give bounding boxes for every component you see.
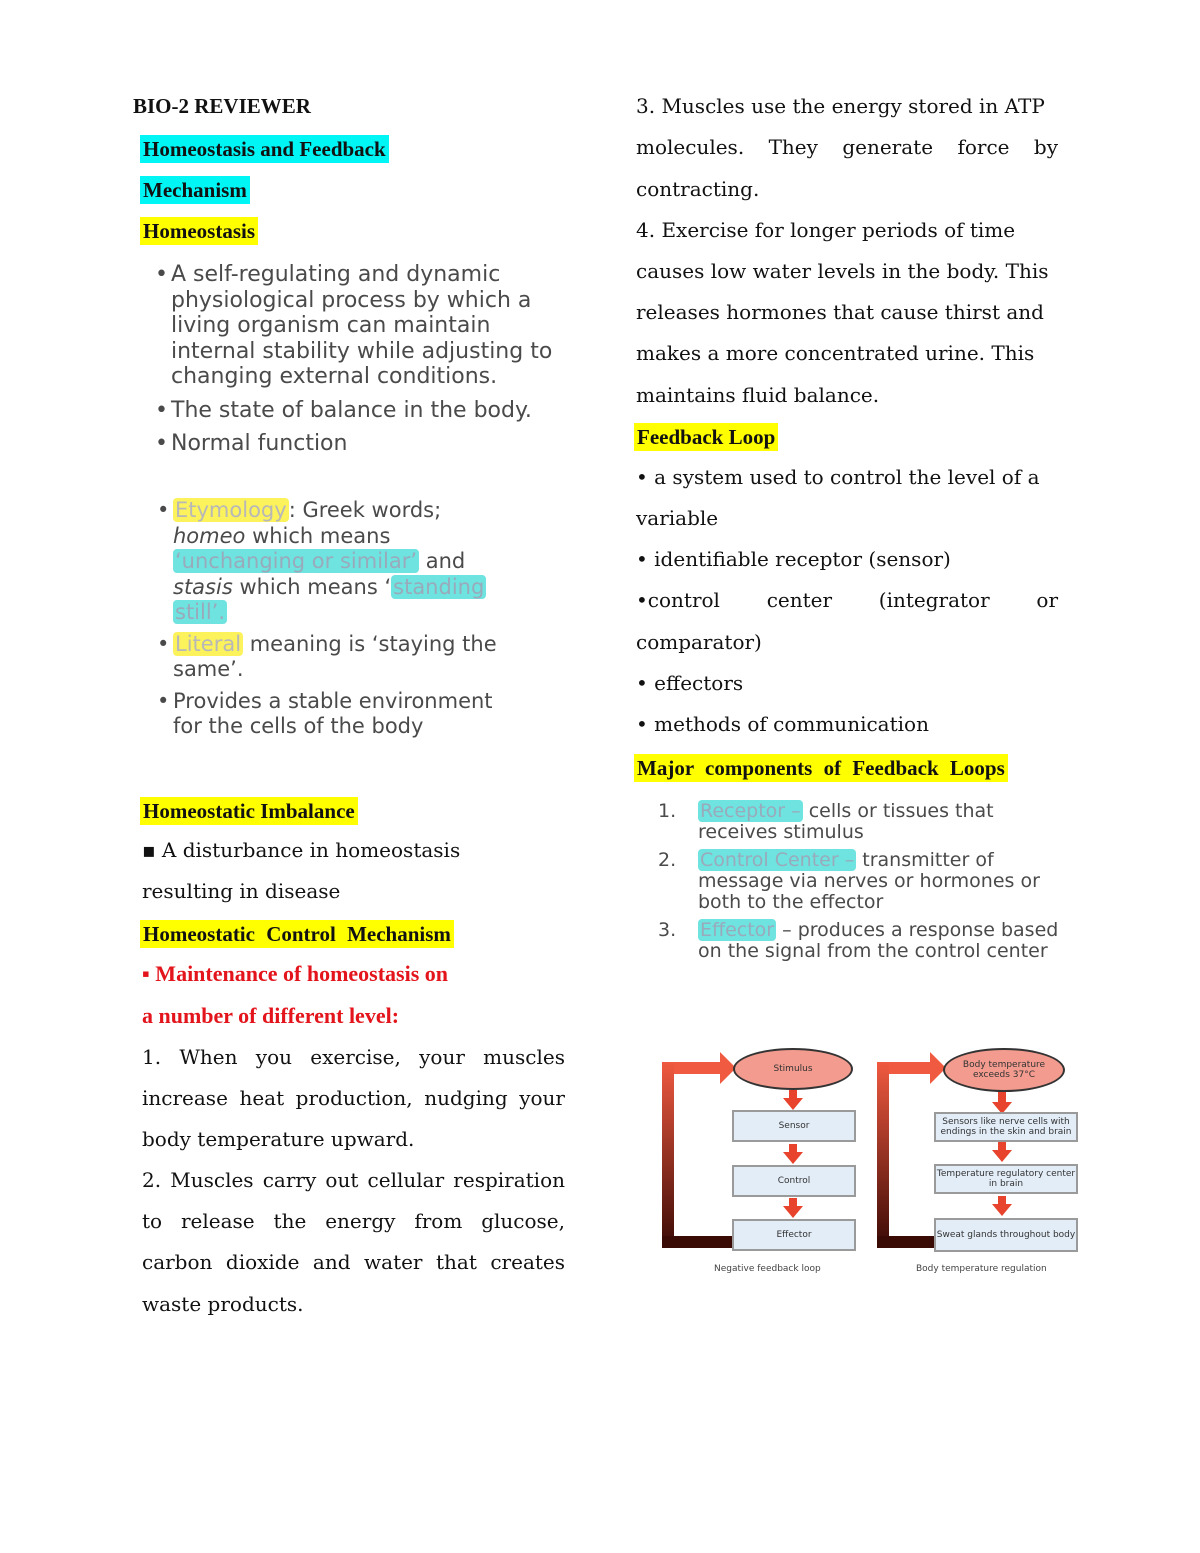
- and-text: and: [419, 549, 466, 573]
- control-node: Control: [732, 1165, 856, 1197]
- receptor-text-2: receives stimulus: [698, 821, 864, 843]
- paragraph-4-line: makes a more concentrated urine. This: [636, 341, 1035, 365]
- body-temp-node: Body temperature exceeds 37°C: [943, 1048, 1065, 1092]
- definition-line: living organism can maintain: [171, 313, 491, 338]
- etymology-highlight: Etymology: [175, 498, 287, 522]
- component-number: 3.: [658, 919, 677, 941]
- etymology-text: : Greek words;: [288, 498, 442, 522]
- heading-feedback-loop: Feedback Loop: [634, 423, 778, 451]
- stasis-word: stasis: [173, 574, 233, 599]
- effector-highlight: Effector: [700, 919, 775, 941]
- paragraph-1-line: body temperature upward.: [142, 1127, 415, 1151]
- paragraph-1-line: increase heat production, nudging your: [142, 1086, 565, 1110]
- literal-text: meaning is ‘staying the: [243, 631, 497, 656]
- standing-highlight: standing: [393, 574, 485, 599]
- definition-line: internal stability while adjusting to: [171, 338, 553, 364]
- feedback-item: • identifiable receptor (sensor): [636, 547, 951, 571]
- component-number: 1.: [658, 800, 677, 822]
- control-center-text: transmitter of: [856, 849, 994, 871]
- feedback-item: variable: [636, 506, 719, 530]
- stimulus-node: Stimulus: [733, 1048, 853, 1090]
- paragraph-3-line: contracting.: [636, 177, 760, 201]
- paragraph-3-line: 3. Muscles use the energy stored in ATP: [636, 94, 1045, 118]
- same-text: same’.: [173, 657, 244, 681]
- sensors-node: Sensors like nerve cells with endings in the skin and brain: [934, 1112, 1078, 1142]
- paragraph-2-line: carbon dioxide and water that creates: [142, 1250, 565, 1274]
- balance-bullet: The state of balance in the body.: [171, 397, 532, 423]
- heading-homeostasis: Homeostasis: [140, 217, 258, 245]
- diagram-caption-left: Negative feedback loop: [714, 1264, 821, 1274]
- receptor-highlight: Receptor –: [700, 800, 801, 822]
- paragraph-2-line: 2. Muscles carry out cellular respiration: [142, 1168, 565, 1192]
- definition-line: changing external conditions.: [171, 364, 498, 389]
- imbalance-line: ▪ A disturbance in homeostasis: [142, 838, 461, 862]
- heading-homeostasis-feedback: Homeostasis and Feedback: [140, 135, 389, 163]
- paragraph-4-line: releases hormones that cause thirst and: [636, 300, 1044, 324]
- homeo-meaning: which means: [245, 523, 391, 548]
- feedback-item: • a system used to control the level of a: [636, 465, 1040, 489]
- stasis-meaning: which means ‘: [232, 574, 392, 599]
- paragraph-2-line: waste products.: [142, 1292, 304, 1316]
- sensor-node: Sensor: [732, 1110, 856, 1142]
- paragraph-3-line: molecules. They generate force by: [636, 135, 1058, 159]
- red-line: ▪ Maintenance of homeostasis on: [142, 961, 449, 986]
- definition-line: physiological process by which a: [171, 287, 532, 313]
- paragraph-4-line: 4. Exercise for longer periods of time: [636, 218, 1016, 242]
- control-center-text-2: message via nerves or hormones or: [698, 870, 1040, 892]
- paragraph-4-line: causes low water levels in the body. This: [636, 259, 1049, 283]
- diagram-caption-right: Body temperature regulation: [916, 1264, 1047, 1274]
- still-highlight: still’.: [175, 600, 226, 624]
- provides-line: for the cells of the body: [173, 714, 424, 738]
- sweat-glands-node: Sweat glands throughout body: [934, 1218, 1078, 1252]
- heading-control-mechanism: Homeostatic Control Mechanism: [140, 920, 454, 948]
- normal-function-bullet: Normal function: [171, 431, 348, 456]
- slide-homeostasis-definition: • A self-regulating and dynamic physiological process by which a living organism can maintain internal stability while adjusting to changing external conditions. • The state of balance in the body. • Normal function: [155, 262, 575, 457]
- component-number: 2.: [658, 849, 677, 871]
- feedback-item: • effectors: [636, 671, 744, 695]
- heading-mechanism: Mechanism: [140, 176, 250, 204]
- paragraph-2-line: to release the energy from glucose,: [142, 1209, 565, 1233]
- slide-etymology: • Etymology: Greek words; homeo which means ‘unchanging or similar’ and stasis which means ‘standing still’. • Literal meaning is ‘staying the same’. • Provides a stable environment for the cells of the body: [157, 498, 577, 740]
- definition-line: A self-regulating and dynamic: [171, 262, 501, 287]
- feedback-item: • methods of communication: [636, 712, 929, 736]
- receptor-text: cells or tissues that: [802, 800, 994, 822]
- feedback-diagrams: [650, 1040, 1090, 1290]
- effector-node: Effector: [732, 1219, 856, 1251]
- paragraph-1-line: 1. When you exercise, your muscles: [142, 1045, 565, 1069]
- imbalance-line: resulting in disease: [142, 879, 341, 903]
- heading-major-components: Major components of Feedback Loops: [634, 754, 1008, 782]
- paragraph-4-line: maintains fluid balance.: [636, 383, 880, 407]
- unchanging-highlight: ‘unchanging or similar’: [175, 549, 418, 573]
- provides-line: Provides a stable environment: [173, 688, 493, 713]
- effector-text-2: on the signal from the control center: [698, 940, 1048, 962]
- feedback-item: comparator): [636, 630, 762, 654]
- effector-text: – produces a response based: [776, 919, 1059, 941]
- components-list: [658, 801, 1098, 962]
- regulatory-center-node: Temperature regulatory center in brain: [934, 1164, 1078, 1194]
- control-center-highlight: Control Center –: [700, 849, 855, 871]
- document-title: BIO-2 REVIEWER: [133, 94, 311, 118]
- literal-highlight: Literal: [175, 631, 242, 656]
- red-line: a number of different level:: [142, 1003, 400, 1028]
- control-center-text-3: both to the effector: [698, 891, 884, 913]
- feedback-item: •control center (integrator or: [636, 588, 1058, 612]
- homeo-word: homeo: [173, 523, 246, 548]
- heading-homeostatic-imbalance: Homeostatic Imbalance: [140, 797, 358, 825]
